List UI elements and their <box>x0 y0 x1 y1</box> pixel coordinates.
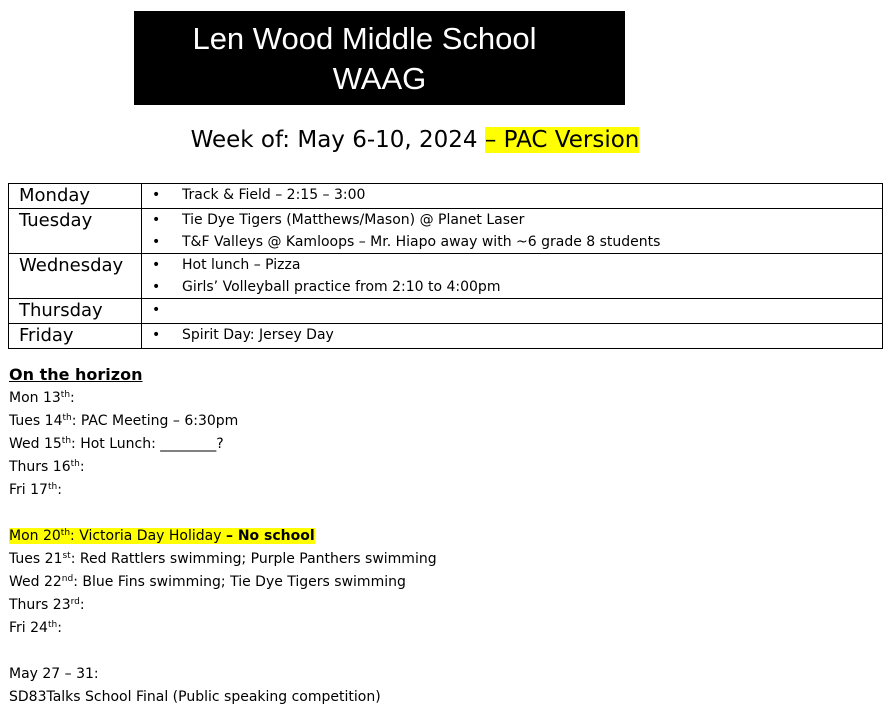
speaking-final-line: SD83Talks School Final (Public speaking competition) <box>9 689 381 705</box>
day-label: Tuesday <box>9 209 142 254</box>
week-dates: Week of: May 6-10, 2024 <box>190 127 485 153</box>
weekly-schedule-table <box>8 183 883 349</box>
day-label: Monday <box>9 184 142 209</box>
day-label: Wednesday <box>9 254 142 299</box>
horizon-line: Tues 21st: Red Rattlers swimming; Purple Panthers swimming <box>9 551 437 567</box>
schedule-row-monday <box>9 184 883 209</box>
horizon-line: Fri 17th: <box>9 482 62 498</box>
schedule-item: • Spirit Day: Jersey Day <box>152 324 882 346</box>
schedule-row-friday <box>9 324 883 349</box>
bullet-icon: • <box>152 257 161 273</box>
horizon-line: Tues 14th: PAC Meeting – 6:30pm <box>9 413 239 429</box>
may-range-line: May 27 – 31: <box>9 666 99 682</box>
spacer <box>9 502 437 525</box>
schedule-item: • Tie Dye Tigers (Matthews/Mason) @ Planet Laser <box>152 209 882 231</box>
schedule-item: • Track & Field – 2:15 – 3:00 <box>152 184 882 206</box>
week-heading <box>0 124 830 156</box>
school-banner <box>134 11 625 105</box>
pac-version-label: – PAC Version <box>484 127 640 153</box>
spacer <box>9 640 437 663</box>
banner-subtitle: WAAG <box>332 61 427 96</box>
schedule-item <box>152 299 882 321</box>
bullet-icon: • <box>152 212 161 228</box>
horizon-title: On the horizon <box>9 365 143 384</box>
horizon-line: Wed 15th: Hot Lunch: ________? <box>9 436 224 452</box>
bullet-icon: • <box>152 187 161 203</box>
school-name: Len Wood Middle School <box>192 21 537 56</box>
day-label: Thursday <box>9 299 142 324</box>
holiday-line: Mon 20th: Victoria Day Holiday – No school <box>9 528 315 544</box>
bullet-icon: • <box>152 327 161 343</box>
schedule-item: • Hot lunch – Pizza <box>152 254 882 276</box>
horizon-line: Thurs 16th: <box>9 459 85 475</box>
horizon-line: Wed 22nd: Blue Fins swimming; Tie Dye Tigers swimming <box>9 574 406 590</box>
schedule-row-tuesday <box>9 209 883 254</box>
horizon-line: Mon 13th: <box>9 390 75 406</box>
bullet-icon: • <box>152 234 161 250</box>
horizon-line: Fri 24th: <box>9 620 62 636</box>
schedule-row-thursday <box>9 299 883 324</box>
no-school-label: – No school <box>225 528 315 544</box>
schedule-item: • Girls’ Volleyball practice from 2:10 to 4:00pm <box>152 276 882 298</box>
bullet-icon: • <box>152 302 161 318</box>
bullet-icon: • <box>152 279 161 295</box>
day-label: Friday <box>9 324 142 349</box>
schedule-row-wednesday <box>9 254 883 299</box>
horizon-line: Thurs 23rd: <box>9 597 85 613</box>
schedule-item: • T&F Valleys @ Kamloops – Mr. Hiapo away with ~6 grade 8 students <box>152 231 882 253</box>
horizon-section <box>9 363 437 709</box>
